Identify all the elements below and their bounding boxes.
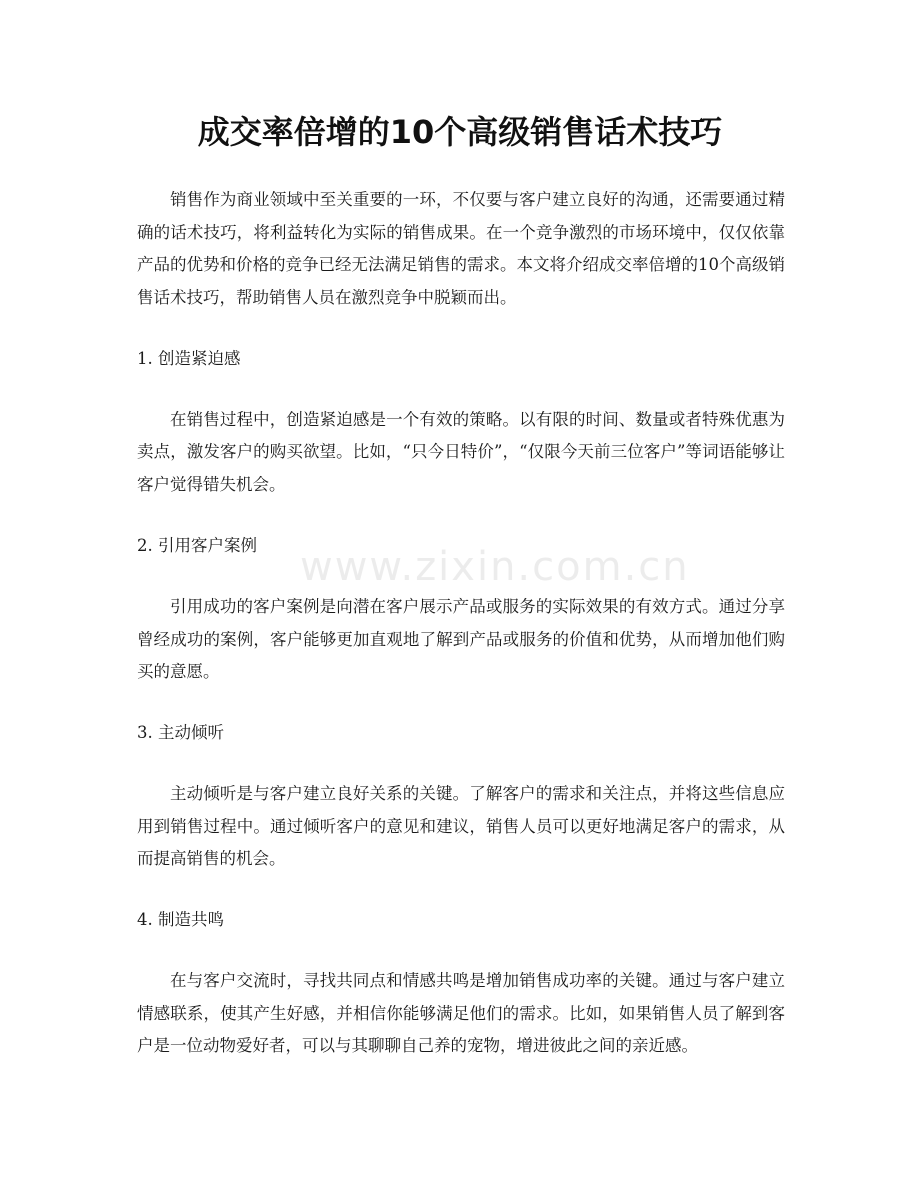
- document-body: [137, 184, 785, 1063]
- section-paragraph-1: 在销售过程中，创造紧迫感是一个有效的策略。以有限的时间、数量或者特殊优惠为卖点，激发客户的购买欲望。比如，“只今日特价”，“仅限今天前三位客户”等词语能够让客户觉得错失机会。: [137, 409, 785, 494]
- intro-paragraph: 销售作为商业领域中至关重要的一环，不仅要与客户建立良好的沟通，还需要通过精确的话术技巧，将利益转化为实际的销售成果。在一个竞争激烈的市场环境中，仅仅依靠产品的优势和价格的竞争已经无法满足销售的需求。本文将介绍成交率倍增的10个高级销售话术技巧，帮助销售人员在激烈竞争中脱颖而出。: [137, 190, 785, 307]
- document-title: 成交率倍增的10个高级销售话术技巧: [197, 113, 723, 151]
- section-heading-4: 4. 制造共鸣: [137, 910, 224, 930]
- section-heading-2: 2. 引用客户案例: [137, 535, 257, 555]
- watermark: www.zixin.com.cn: [300, 544, 690, 590]
- section-heading-1: 1. 创造紧迫感: [137, 348, 241, 368]
- section-paragraph-4: 在与客户交流时，寻找共同点和情感共鸣是增加销售成功率的关键。通过与客户建立情感联系，使其产生好感，并相信你能够满足他们的需求。比如，如果销售人员了解到客户是一位动物爱好者，可以与其聊聊自己养的宠物，增进彼此之间的亲近感。: [137, 971, 785, 1056]
- section-paragraph-3: 主动倾听是与客户建立良好关系的关键。了解客户的需求和关注点，并将这些信息应用到销售过程中。通过倾听客户的意见和建议，销售人员可以更好地满足客户的需求，从而提高销售的机会。: [137, 784, 785, 869]
- section-heading-3: 3. 主动倾听: [137, 723, 224, 743]
- section-paragraph-2: 引用成功的客户案例是向潜在客户展示产品或服务的实际效果的有效方式。通过分享曾经成功的案例，客户能够更加直观地了解到产品或服务的价值和优势，从而增加他们购买的意愿。: [137, 596, 785, 682]
